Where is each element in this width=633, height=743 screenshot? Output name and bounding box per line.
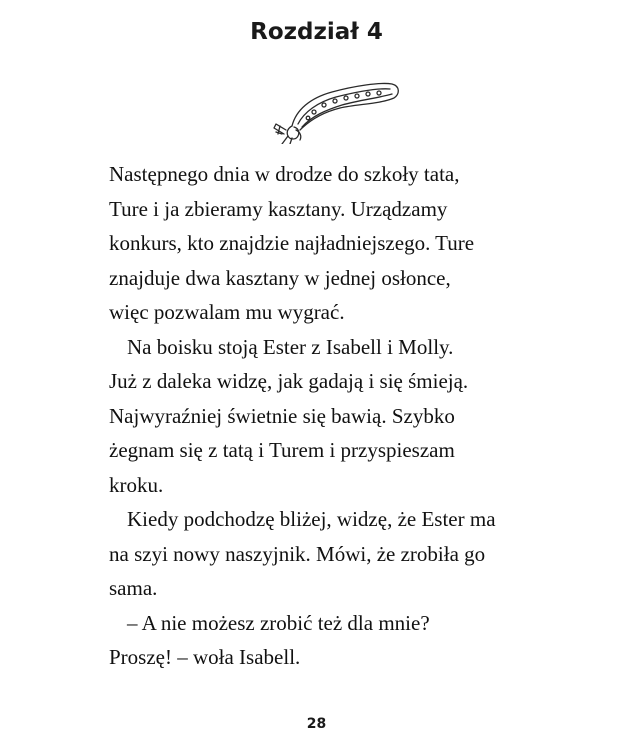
friendship-bracelet-icon <box>262 74 402 144</box>
text-line: więc pozwalam mu wygrać. <box>109 300 345 324</box>
chapter-title: Rozdział 4 <box>250 19 383 45</box>
text-line: Na boisku stoją Ester z Isabell i Molly. <box>127 334 454 359</box>
text-line: na szyi nowy naszyjnik. Mówi, że zrobiła go <box>109 541 486 566</box>
text-line: kroku. <box>109 472 164 497</box>
text-line: znajduje dwa kasztany w jednej osłonce, <box>109 265 451 290</box>
text-line: sama. <box>109 576 158 600</box>
text-line: – A nie możesz zrobić też dla mnie? <box>127 610 430 635</box>
text-line: Już z daleka widzę, jak gadają i się śmieją. <box>109 369 469 393</box>
text-line: Najwyraźniej świetnie się bawią. Szybko <box>109 403 455 428</box>
paragraph <box>109 502 579 606</box>
chapter-body-text <box>109 157 579 675</box>
text-line: Proszę! – woła Isabell. <box>109 645 301 669</box>
text-line: konkurs, kto znajdzie najładniejszego. Ture <box>109 231 475 255</box>
paragraph <box>109 157 579 330</box>
text-line: żegnam się z tatą i Turem i przyspieszam <box>109 438 455 462</box>
page-number: 28 <box>306 716 327 732</box>
paragraph <box>109 330 579 503</box>
text-line: Ture i ja zbieramy kasztany. Urządzamy <box>109 196 448 221</box>
text-line: Kiedy podchodzę bliżej, widzę, że Ester ma <box>127 507 496 531</box>
paragraph <box>109 606 579 675</box>
text-line: Następnego dnia w drodze do szkoły tata, <box>109 162 460 186</box>
